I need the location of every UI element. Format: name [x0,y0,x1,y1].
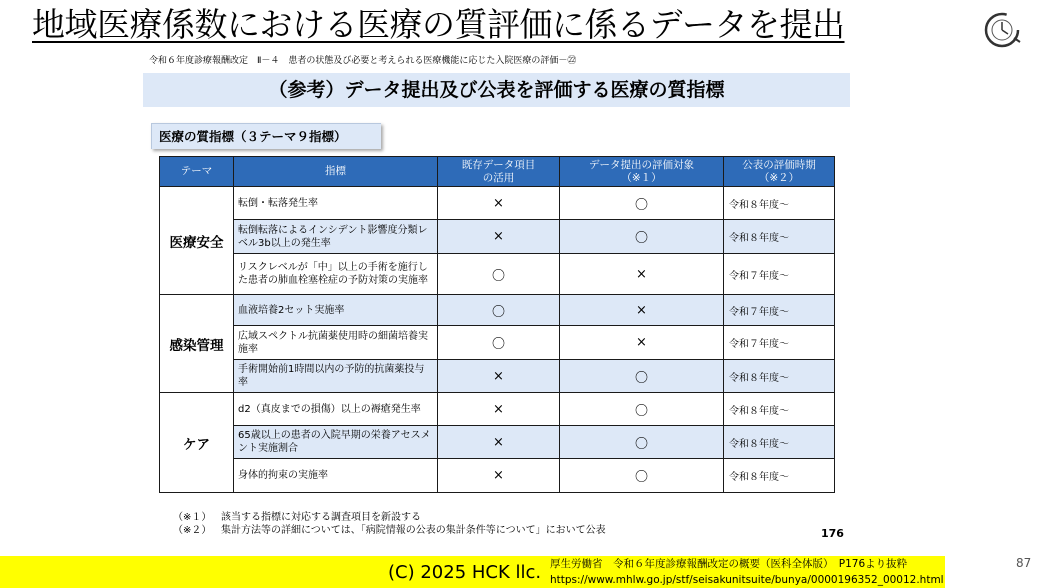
table-row [160,187,835,220]
evaluation-target-cell: 〇 [560,459,724,493]
document-page-number: 176 [821,527,844,540]
slide-title: 地域医療係数における医療の質評価に係るデータを提出 [32,5,845,44]
table-row [160,360,835,393]
source-citation: 厚生労働省 令和６年度診療報酬改定の概要（医科全体版） P176より抜粋 [550,558,908,570]
header-metric: 指標 [234,157,438,187]
existing-data-cell: × [438,393,560,426]
evaluation-target-cell: 〇 [560,220,724,254]
footnote [173,511,606,524]
theme-cell: 感染管理 [160,295,234,393]
table-header-row [160,157,835,187]
footnote-mark: （※１） [173,512,212,523]
metric-cell: 転倒・転落発生率 [234,187,438,220]
existing-data-cell: 〇 [438,295,560,326]
metric-cell: 血液培養2セット実施率 [234,295,438,326]
document-excerpt [143,52,850,542]
publication-timing-cell: 令和８年度～ [724,187,835,220]
publication-timing-cell: 令和８年度～ [724,360,835,393]
footnotes [173,511,606,537]
header-publication-timing: 公表の評価時期 （※２） [724,157,835,187]
publication-timing-cell: 令和８年度～ [724,426,835,459]
evaluation-target-cell: 〇 [560,393,724,426]
theme-cell: ケア [160,393,234,493]
table-row [160,326,835,360]
existing-data-cell: 〇 [438,326,560,360]
table-row [160,295,835,326]
metric-cell: 65歳以上の患者の入院早期の栄養アセスメント実施割合 [234,426,438,459]
publication-timing-cell: 令和８年度～ [724,459,835,493]
publication-timing-cell: 令和７年度～ [724,295,835,326]
evaluation-target-cell: 〇 [560,187,724,220]
footnote-text: 集計方法等の詳細については、「病院情報の公表の集計条件等について」において公表 [221,525,606,536]
metric-cell: 手術開始前1時間以内の予防的抗菌薬投与率 [234,360,438,393]
evaluation-target-cell: 〇 [560,426,724,459]
existing-data-cell: × [438,459,560,493]
evaluation-target-cell: × [560,254,724,295]
metric-cell: 転倒転落によるインシデント影響度分類レベル3b以上の発生率 [234,220,438,254]
publication-timing-cell: 令和７年度～ [724,326,835,360]
existing-data-cell: × [438,220,560,254]
evaluation-target-cell: 〇 [560,360,724,393]
metric-cell: d2（真皮までの損傷）以上の褥瘡発生率 [234,393,438,426]
footnote [173,524,606,537]
gear-clock-logo-icon [980,10,1028,50]
table-row [160,254,835,295]
publication-timing-cell: 令和８年度～ [724,393,835,426]
evaluation-target-cell: × [560,295,724,326]
slide-number: 87 [1016,556,1032,570]
publication-timing-cell: 令和８年度～ [724,220,835,254]
footnote-mark: （※２） [173,525,212,536]
document-header: 令和６年度診療報酬改定 Ⅱ－４ 患者の状態及び必要と考えられる医療機能に応じた入院医療の評価－㉒ [149,56,577,66]
quality-metrics-table [159,156,835,493]
existing-data-cell: × [438,187,560,220]
header-existing-data: 既存データ項目 の活用 [438,157,560,187]
section-label: 医療の質指標（３テーマ９指標） [151,123,381,149]
theme-cell: 医療安全 [160,187,234,295]
header-evaluation-target: データ提出の評価対象 （※１） [560,157,724,187]
table-row [160,393,835,426]
existing-data-cell: 〇 [438,254,560,295]
metric-cell: 広域スペクトル抗菌薬使用時の細菌培養実施率 [234,326,438,360]
footnote-text: 該当する指標に対応する調査項目を新設する [221,512,421,523]
existing-data-cell: × [438,360,560,393]
header-theme: テーマ [160,157,234,187]
table-row [160,220,835,254]
metric-cell: 身体的拘束の実施率 [234,459,438,493]
publication-timing-cell: 令和７年度～ [724,254,835,295]
source-url: https://www.mhlw.go.jp/stf/seisakunitsuite/bunya/0000196352_00012.html [550,574,944,586]
document-banner: （参考）データ提出及び公表を評価する医療の質指標 [143,73,850,107]
table-row [160,459,835,493]
evaluation-target-cell: × [560,326,724,360]
table-row [160,426,835,459]
copyright: (C) 2025 HCK llc. [388,562,542,583]
metric-cell: リスクレベルが「中」以上の手術を施行した患者の肺血栓塞栓症の予防対策の実施率 [234,254,438,295]
existing-data-cell: × [438,426,560,459]
